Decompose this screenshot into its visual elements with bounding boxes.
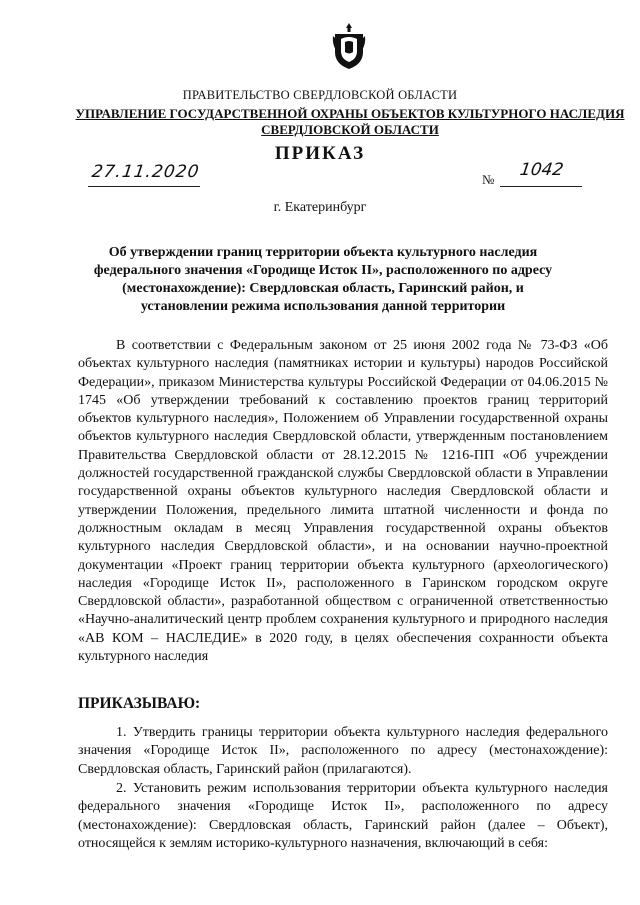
preamble-paragraph: В соответствии с Федеральным законом от 25 июня 2002 года № 73-ФЗ «Об объектах культурного наследия (памятниках истории и культуры) народов Российской Федерации», приказом Министерства культуры Российской Федерации от 04.06.2015 № 1745 «Об утверждении требований к составлению проектов границ территорий объектов культурного наследия», Положением об Управлении государственной охраны объектов культурного наследия Свердловской области, утвержденным постановлением Правительства Свердловской области от 28.12.2015 № 1216-ПП «Об учреждении должностей государственной гражданской службы Свердловской области в Управлении государственной охраны объектов культурного наследия Свердловской области и утверждении Положения, предельного лимита штатной численности и фонда по должностным окладам в месяц Управления государственной охраны объектов культурного наследия Свердловской области», и на основании научно-проектной документации «Проект границ территории объекта культурного (археологического) наследия «Городище Исток II», расположенного в Гаринском городском округе Свердловской области», разработанной обществом с ограниченной ответственностью «Научно-аналитический центр проблем сохранения культурного и природного наследия «АВ КОМ – НАСЛЕДИЕ» в 2020 году, в целях обеспечения сохранности объекта культурного наследия bbox=[78, 338, 608, 665]
city-line: г. Екатеринбург bbox=[273, 200, 367, 215]
coat-of-arms-emblem bbox=[332, 22, 366, 70]
decree-heading: ПРИКАЗЫВАЮ: bbox=[78, 695, 201, 712]
document-type-title: ПРИКАЗ bbox=[274, 143, 366, 164]
order-item-1: 1. Утвердить границы территории объекта культурного наследия федерального значения «Городище Исток II», расположенного по адресу (местонахождение): Свердловская область, Гаринский район (прилагаются). bbox=[78, 725, 608, 777]
department-name: УПРАВЛЕНИЕ ГОСУДАРСТВЕННОЙ ОХРАНЫ ОБЪЕКТОВ КУЛЬТУРНОГО НАСЛЕДИЯ СВЕРДЛОВСКОЙ ОБЛАСТИ bbox=[75, 106, 625, 137]
handwritten-date: 27.11.2020 bbox=[90, 162, 201, 182]
government-name: ПРАВИТЕЛЬСТВО СВЕРДЛОВСКОЙ ОБЛАСТИ bbox=[182, 88, 458, 102]
document-subject: Об утверждении границ территории объекта культурного наследия федерального значения «Городище Исток II», расположенного по адресу (местонахождение): Свердловская область, Гаринский район, и установлении режима использования данной территории bbox=[93, 245, 553, 314]
order-item-2: 2. Установить режим использования территории объекта культурного наследия федерального значения «Городище Исток II», расположенного по адресу (местонахождение): Свердловская область, Гаринский район (далее – Объект), относящейся к землям историко-культурного назначения, включающий в себя: bbox=[78, 781, 608, 851]
handwritten-number: 1042 bbox=[518, 160, 565, 180]
number-sign: № bbox=[482, 172, 495, 187]
